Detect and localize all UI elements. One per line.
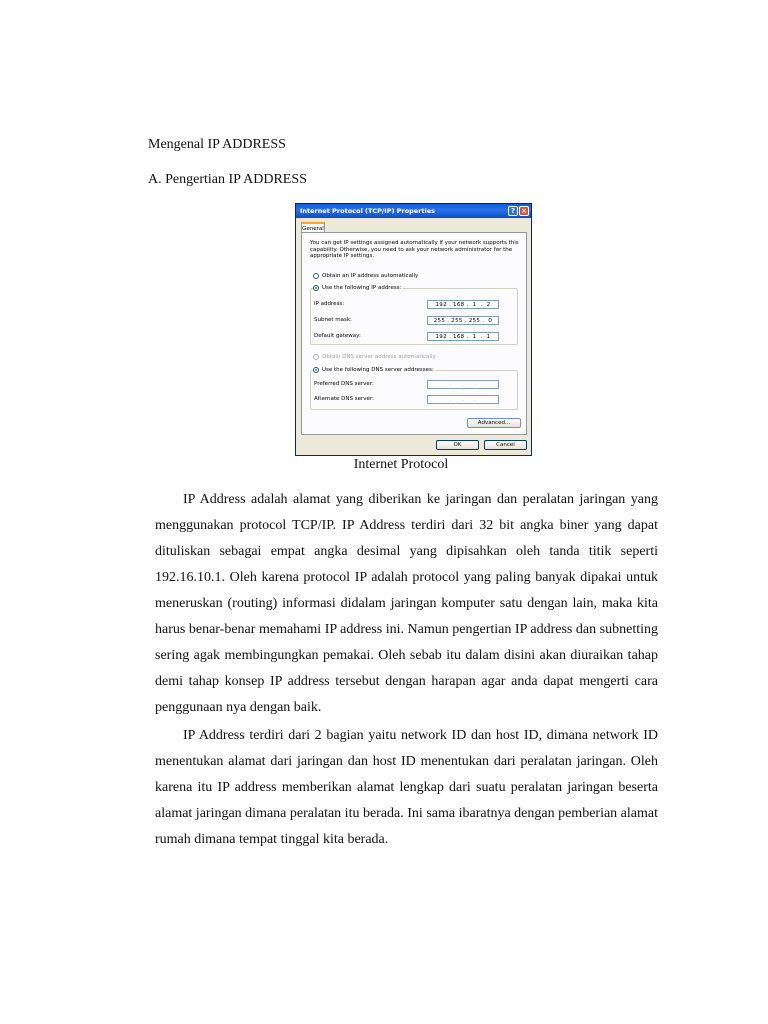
radio-use-dns[interactable] — [313, 367, 319, 373]
radio-use-dns-label: Use the following DNS server addresses: — [322, 367, 434, 373]
ip-address-field[interactable]: 192 . 168 . 1 . 2 — [427, 300, 499, 309]
radio-obtain-ip-row[interactable] — [313, 273, 418, 279]
alternate-dns-row — [314, 395, 514, 405]
figure-caption: Internet Protocol — [353, 457, 449, 472]
default-gateway-row — [314, 332, 514, 342]
default-gateway-field[interactable]: 192 . 168 . 1 . 1 — [427, 332, 499, 341]
tcpip-properties-dialog — [295, 203, 532, 456]
subnet-mask-label: Subnet mask: — [314, 317, 352, 323]
dialog-titlebar[interactable] — [296, 204, 531, 218]
close-icon[interactable]: × — [519, 206, 529, 216]
advanced-button[interactable]: Advanced... — [467, 418, 521, 428]
preferred-dns-field[interactable]: . . . — [427, 380, 499, 389]
help-icon[interactable]: ? — [508, 206, 518, 216]
tab-general[interactable]: General — [301, 222, 325, 233]
cancel-button[interactable]: Cancel — [484, 440, 527, 450]
default-gateway-label: Default gateway: — [314, 333, 361, 339]
preferred-dns-row — [314, 380, 514, 390]
alternate-dns-label: Alternate DNS server: — [314, 396, 374, 402]
document-title: Mengenal IP ADDRESS — [148, 137, 286, 152]
subnet-mask-row — [314, 316, 514, 326]
ip-address-label: IP address: — [314, 301, 345, 307]
alternate-dns-field[interactable]: . . . — [427, 395, 499, 404]
radio-obtain-dns-row[interactable] — [313, 354, 436, 360]
ip-address-row — [314, 300, 514, 310]
radio-obtain-ip[interactable] — [313, 273, 319, 279]
general-panel — [301, 232, 527, 435]
radio-use-ip[interactable] — [313, 285, 319, 291]
preferred-dns-label: Preferred DNS server: — [314, 381, 374, 387]
radio-obtain-dns-label: Obtain DNS server address automatically — [322, 354, 436, 360]
radio-use-ip-row[interactable] — [313, 285, 403, 291]
intro-text: You can get IP settings assigned automatically if your network supports this capability. Otherwise, you need to ask your network administrator for the appropriate IP settings. — [310, 240, 519, 259]
paragraph-ip-address-definition: IP Address adalah alamat yang diberikan ke jaringan dan peralatan jaringan yang menggunakan protocol TCP/IP. IP Address terdiri dari 32 bit angka biner yang dapat dituliskan sebagai empat angka desimal yang dipisahkan oleh tanda titik seperti 192.16.10.1. Oleh karena protocol IP adalah protocol yang paling banyak dipakai untuk meneruskan (routing) informasi didalam jaringan komputer satu dengan lain, maka kita harus benar-benar memahami IP address ini. Namun pengertian IP address dan subnetting sering agak membingungkan pemakai. Oleh sebab itu dalam disini akan diuraikan tahap demi tahap konsep IP address tersebut dengan harapan agar anda dapat mengerti cara penggunaan nya dengan baik. — [155, 492, 658, 715]
ok-button[interactable]: OK — [436, 440, 479, 450]
radio-use-dns-row[interactable] — [313, 367, 436, 373]
radio-use-ip-label: Use the following IP address: — [322, 285, 402, 291]
dialog-title: Internet Protocol (TCP/IP) Properties — [300, 207, 436, 215]
section-heading: A. Pengertian IP ADDRESS — [148, 172, 307, 187]
radio-obtain-dns[interactable] — [313, 354, 319, 360]
subnet-mask-field[interactable]: 255 . 255 . 255 . 0 — [427, 316, 499, 325]
paragraph-network-host-id: IP Address terdiri dari 2 bagian yaitu network ID dan host ID, dimana network ID menentukan alamat dari jaringan dan host ID menentukan dari peralatan jaringan. Oleh karena itu IP address memberikan alamat lengkap dari suatu peralatan jaringan beserta alamat jaringan dimana peralatan itu berada. Ini sama ibaratnya dengan pemberian alamat rumah dimana tempat tinggal kita berada. — [155, 728, 658, 847]
radio-obtain-ip-label: Obtain an IP address automatically — [322, 273, 419, 279]
